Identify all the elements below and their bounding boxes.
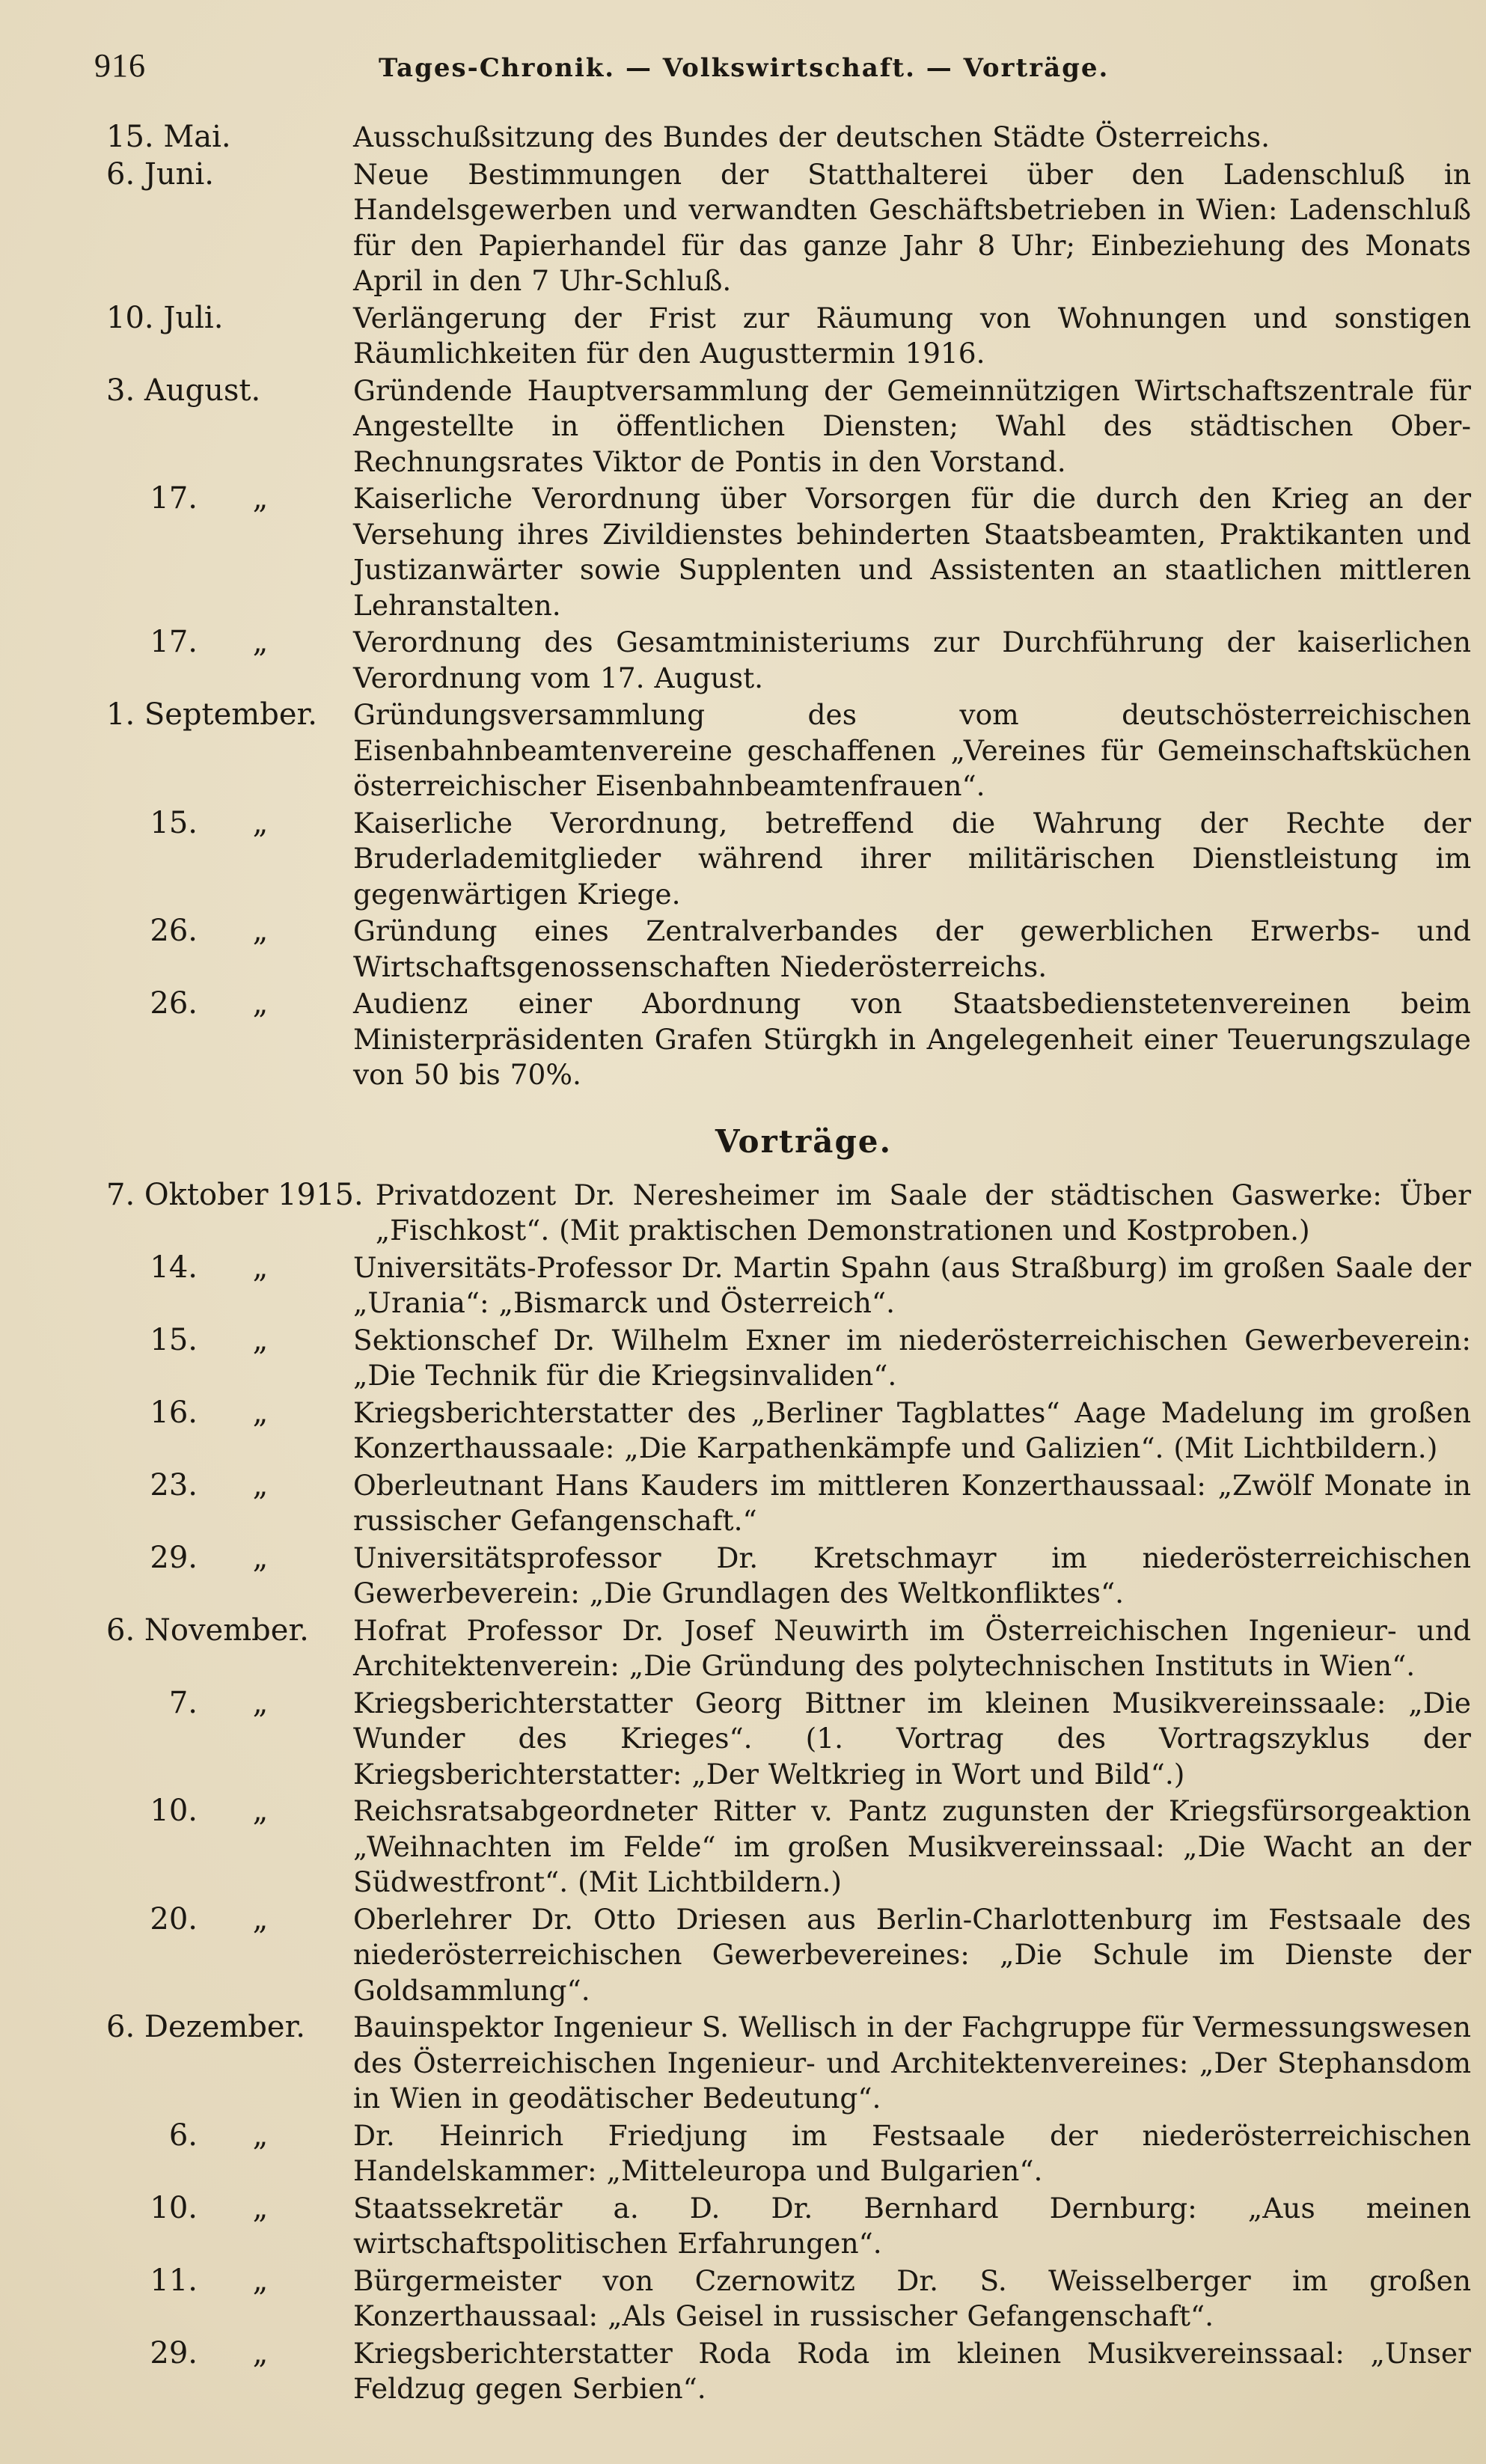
entry-date: 6. Juni.: [106, 156, 214, 192]
entry-text: Kaiserliche Verordnung, betreffend die Wahrung der Rechte der Bruderlademitglieder während ihrer militärischen Dienstleistung im gegenwärtigen Kriege.: [353, 806, 1471, 911]
ditto-mark: „: [252, 2190, 269, 2225]
entry-day: 16.: [150, 1395, 198, 1430]
entry-text: Gründende Hauptversammlung der Gemeinnützigen Wirtschaftszentrale für Angestellte in öffentlichen Diensten; Wahl des städtischen Ober-Rechnungsrates Viktor de Pontis in den Vorstand.: [353, 373, 1471, 478]
entry-day: 15.: [150, 1322, 198, 1357]
entry-text: Reichsratsabgeordneter Ritter v. Pantz zugunsten der Kriegsfürsorgeaktion „Weihnachten im Felde“ im großen Musikvereinssaal: „Die Wacht an der Südwestfront“. (Mit Lichtbildern.): [353, 1794, 1471, 1898]
entry-day: 15.: [150, 805, 198, 840]
entry-text: Universitätsprofessor Dr. Kretschmayr im niederösterreichischen Gewerbeverein: „Die Grundlagen des Weltkonfliktes“.: [353, 1541, 1471, 1609]
entry-date: 7. Oktober 1915.: [106, 1177, 364, 1212]
entry-day: 17.: [150, 481, 198, 516]
entry-text: Staatssekretär a. D. Dr. Bernhard Dernburg: „Aus meinen wirtschaftspolitischen Erfahrungen“.: [353, 2191, 1471, 2260]
entry-date: [106, 625, 341, 661]
entry-text: Oberlehrer Dr. Otto Driesen aus Berlin-Charlottenburg im Festsaale des niederösterreichischen Gewerbevereines: „Die Schule im Dienste der Goldsammlung“.: [353, 1902, 1471, 2007]
entry-date: [106, 806, 341, 842]
entry-text: Dr. Heinrich Friedjung im Festsaale der niederösterreichischen Handelskammer: „Mitteleuropa und Bulgarien“.: [353, 2118, 1471, 2187]
entry-date: [106, 2118, 341, 2154]
entry-day: 7.: [168, 1685, 198, 1720]
entry-text: Sektionschef Dr. Wilhelm Exner im niederösterreichischen Gewerbeverein: „Die Technik für die Kriegsinvaliden“.: [353, 1323, 1471, 1392]
entry-row: [106, 697, 1471, 804]
entry-row: [106, 806, 1471, 913]
entry-text: Kaiserliche Verordnung über Vorsorgen für die durch den Krieg an der Versehung ihres Zivildienstes behinderten Staatsbeamten, Praktikanten und Justizanwärter sowie Supplenten und Assistenten an staatlichen mittleren Lehranstalten.: [353, 482, 1471, 622]
entry-row: [106, 1468, 1471, 1539]
entry-row: [106, 2191, 1471, 2262]
entry-text: Verordnung des Gesamtministeriums zur Durchführung der kaiserlichen Verordnung vom 17. August.: [353, 626, 1471, 694]
entry-text: Gründungsversammlung des vom deutschösterreichischen Eisenbahnbeamtenvereine geschaffenen „Vereines für Gemeinschaftsküchen österreichischer Eisenbahnbeamtenfrauen“.: [353, 698, 1471, 802]
ditto-mark: „: [252, 1467, 269, 1502]
entry-date: 6. Dezember.: [106, 2010, 306, 2044]
entry-date: [106, 1902, 341, 1938]
entry-text: Ausschußsitzung des Bundes der deutschen Städte Österreichs.: [353, 120, 1270, 153]
entry-row: [106, 157, 1471, 299]
entry-date: [106, 1468, 341, 1504]
entry-text: Audienz einer Abordnung von Staatsbedienstetenvereinen beim Ministerpräsidenten Grafen Stürgkh in Angelegenheit einer Teuerungszulage von 50 bis 70%.: [353, 987, 1471, 1091]
entry-text: Hofrat Professor Dr. Josef Neuwirth im Österreichischen Ingenieur- und Architektenverein: „Die Gründung des polytechnischen Instituts in Wien“.: [353, 1613, 1471, 1682]
ditto-mark: „: [252, 1794, 269, 1828]
entry-day: 10.: [150, 2190, 198, 2225]
ditto-mark: „: [252, 1250, 269, 1285]
entry-text: Gründung eines Zentralverbandes der gewerblichen Erwerbs- und Wirtschaftsgenossenschaften Niederösterreichs.: [353, 914, 1471, 983]
entry-day: 6.: [168, 2118, 198, 2153]
entry-date: [106, 2336, 341, 2372]
ditto-mark: „: [252, 2118, 269, 2153]
ditto-mark: „: [252, 625, 269, 659]
entry-date: [106, 1323, 341, 1359]
entry-date: [106, 1250, 341, 1286]
page-header: [94, 46, 1471, 91]
entry-row: [106, 1541, 1471, 1612]
entry-date: 6. November.: [106, 1612, 309, 1648]
entry-date: [106, 481, 341, 517]
entry-row: [106, 2010, 1471, 2117]
entry-row: [106, 1794, 1471, 1901]
entry-row: [106, 2263, 1471, 2335]
entry-date: [106, 1541, 341, 1577]
entry-text: Bürgermeister von Czernowitz Dr. S. Weisselberger im großen Konzerthaussaal: „Als Geisel in russischer Gefangenschaft“.: [353, 2263, 1471, 2332]
ditto-mark: „: [252, 1540, 269, 1575]
entry-row: [106, 301, 1471, 372]
entry-row: [106, 120, 1471, 156]
entry-date: [106, 1686, 341, 1722]
entry-row: [106, 373, 1471, 480]
entry-row: [106, 1902, 1471, 2009]
entry-text: Kriegsberichterstatter Georg Bittner im kleinen Musikvereinssaale: „Die Wunder des Krieges“. (1. Vortrag des Vortragszyklus der Kriegsberichterstatter: „Der Weltkrieg in Wort und Bild“.): [353, 1686, 1471, 1791]
entry-row: [106, 914, 1471, 985]
ditto-mark: „: [252, 481, 269, 516]
entry-day: 29.: [150, 2335, 198, 2370]
running-head: Tages-Chronik. — Volkswirtschaft. — Vorträge.: [379, 53, 1110, 83]
entry-date: 1. September.: [106, 697, 317, 732]
entry-day: 14.: [150, 1250, 198, 1285]
entry-text: Verlängerung der Frist zur Räumung von Wohnungen und sonstigen Räumlichkeiten für den Augusttermin 1916.: [353, 301, 1471, 370]
entry-row: [106, 986, 1471, 1093]
entry-date: 10. Juli.: [106, 300, 224, 335]
entry-day: 20.: [150, 1901, 198, 1936]
entry-text: Neue Bestimmungen der Statthalterei über den Ladenschluß in Handelsgewerben und verwandten Geschäftsbetrieben in Wien: Ladenschluß für den Papierhandel für das ganze Jahr 8 Uhr; Einbeziehung des Monats April in den 7 Uhr-Schluß.: [353, 157, 1471, 297]
entry-row: [106, 1323, 1471, 1394]
entry-day: 11.: [150, 2263, 198, 2298]
entry-day: 26.: [150, 986, 198, 1021]
vortraege-list: [106, 1178, 1471, 2407]
ditto-mark: „: [252, 2263, 269, 2298]
entry-row: [106, 2336, 1471, 2407]
entry-row: [106, 2118, 1471, 2189]
entry-row: [106, 625, 1471, 696]
entry-text: Universitäts-Professor Dr. Martin Spahn (aus Straßburg) im großen Saale der „Urania“: „Bismarck und Österreich“.: [353, 1250, 1471, 1319]
section-title-vortraege: Vorträge.: [715, 1122, 893, 1160]
entry-text: Kriegsberichterstatter des „Berliner Tagblattes“ Aage Madelung im großen Konzerthaussaale: „Die Karpathenkämpfe und Galizien“. (Mit Lichtbildern.): [353, 1395, 1471, 1464]
entry-text: Privatdozent Dr. Neresheimer im Saale der städtischen Gaswerke: Über „Fischkost“. (Mit praktischen Demonstrationen und Kostproben.): [375, 1178, 1471, 1247]
entry-text: Bauinspektor Ingenieur S. Wellisch in der Fachgruppe für Vermessungswesen des Österreichischen Ingenieur- und Architektenvereines: „Der Stephansdom in Wien in geodätischer Bedeutung“.: [353, 2011, 1471, 2115]
entry-text: Kriegsberichterstatter Roda Roda im kleinen Musikvereinssaal: „Unser Feldzug gegen Serbien“.: [353, 2336, 1471, 2405]
entry-row: [106, 1613, 1471, 1684]
ditto-mark: „: [252, 805, 269, 840]
entry-row: [106, 481, 1471, 623]
entry-day: 10.: [150, 1794, 198, 1828]
ditto-mark: „: [252, 986, 269, 1021]
entry-date: [106, 986, 341, 1022]
entry-day: 29.: [150, 1540, 198, 1575]
entry-date: [106, 2191, 341, 2227]
entry-day: 23.: [150, 1467, 198, 1502]
chronik-list: [106, 120, 1471, 1093]
ditto-mark: „: [252, 1685, 269, 1720]
ditto-mark: „: [252, 1395, 269, 1430]
ditto-mark: „: [252, 2335, 269, 2370]
ditto-mark: „: [252, 1901, 269, 1936]
ditto-mark: „: [252, 1322, 269, 1357]
entry-date: 3. August.: [106, 373, 261, 408]
entry-day: 17.: [150, 625, 198, 659]
entry-row: [106, 1686, 1471, 1793]
entry-date: [106, 914, 341, 950]
entry-text: Oberleutnant Hans Kauders im mittleren Konzerthaussaal: „Zwölf Monate in russischer Gefangenschaft.“: [353, 1468, 1471, 1537]
entry-row: [106, 1395, 1471, 1467]
page-number: 916: [94, 47, 146, 84]
entry-row: [106, 1250, 1471, 1321]
entry-date: [106, 2263, 341, 2299]
ditto-mark: „: [252, 914, 269, 948]
entry-day: 26.: [150, 914, 198, 948]
entry-date: [106, 1794, 341, 1829]
entry-row: [106, 1178, 1471, 1249]
entry-date: [106, 1395, 341, 1431]
entry-date: 15. Mai.: [106, 120, 231, 154]
